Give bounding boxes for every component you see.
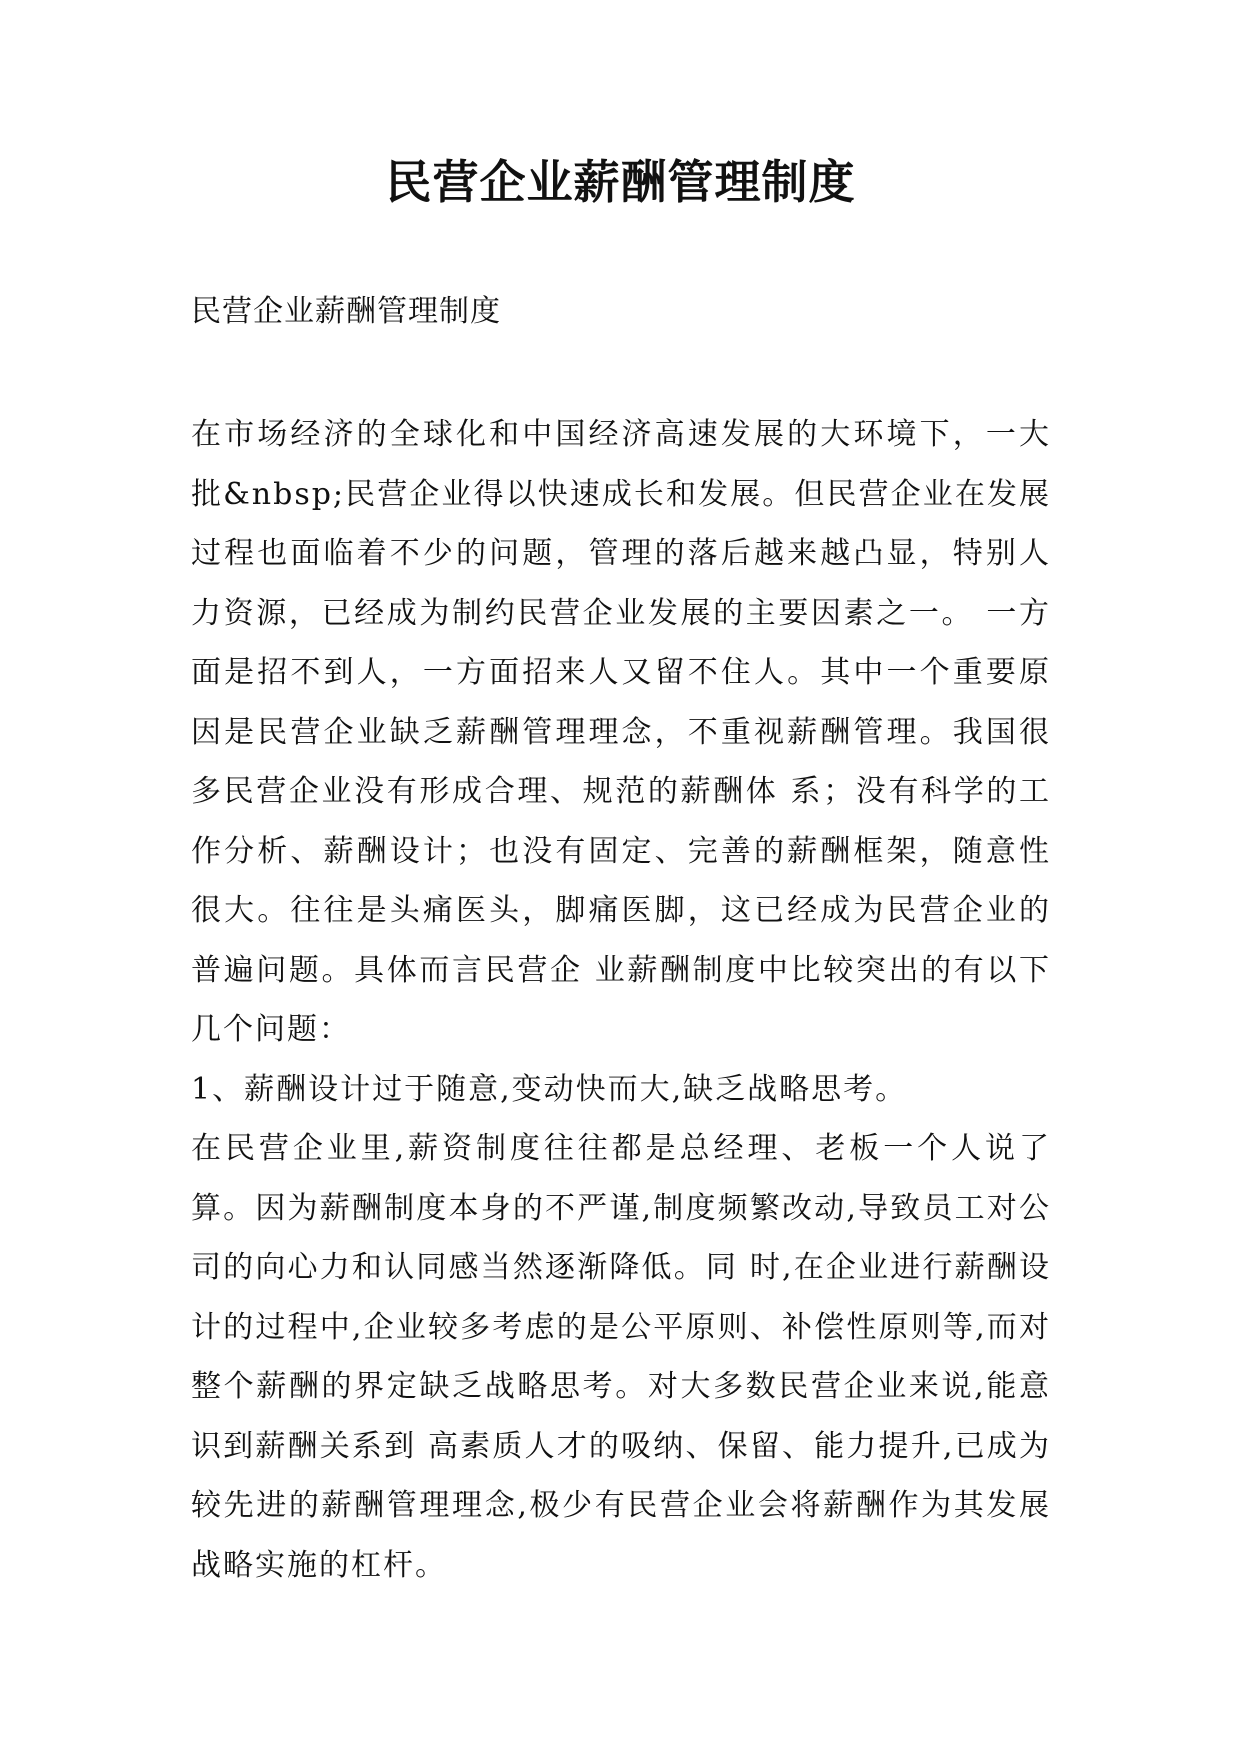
body-paragraph-heading-1: 1、薪酬设计过于随意,变动快而大,缺乏战略思考。 (191, 1071, 908, 1107)
document-title: 民营企业薪酬管理制度 (385, 155, 856, 209)
document-subtitle: 民营企业薪酬管理制度 (191, 294, 501, 329)
body-paragraph-intro: 在市场经济的全球化和中国经济高速发展的大环境下，一大批&nbsp;民营企业得以快速成长和发展。但民营企业在发展过程也面临着不少的问题，管理的落后越来越凸显，特别人力资源，已经成为制约民营企业发展的主要因素之一。 一方面是招不到人，一方面招来人又留不住人。其中一个重要原因是民营企业缺乏薪酬管理理念，不重视薪酬管理。我国很多民营企业没有形成合理、规范的薪酬体 系；没有科学的工作分析、薪酬设计；也没有固定、完善的薪酬框架，随意性很大。往往是头痛医头，脚痛医脚，这已经成为民营企业的普遍问题。具体而言民营企 业薪酬制度中比较突出的有以下几个问题： (191, 417, 1051, 1047)
document-body (191, 405, 1051, 1595)
body-paragraph-detail: 在民营企业里,薪资制度往往都是总经理、老板一个人说了算。因为薪酬制度本身的不严谨,制度频繁改动,导致员工对公司的向心力和认同感当然逐渐降低。同 时,在企业进行薪酬设计的过程中,企业较多考虑的是公平原则、补偿性原则等,而对整个薪酬的界定缺乏战略思考。对大多数民营企业来说,能意识到薪酬关系到 高素质人才的吸纳、保留、能力提升,已成为较先进的薪酬管理理念,极少有民营企业会将薪酬作为其发展战略实施的杠杆。 (191, 1131, 1051, 1583)
